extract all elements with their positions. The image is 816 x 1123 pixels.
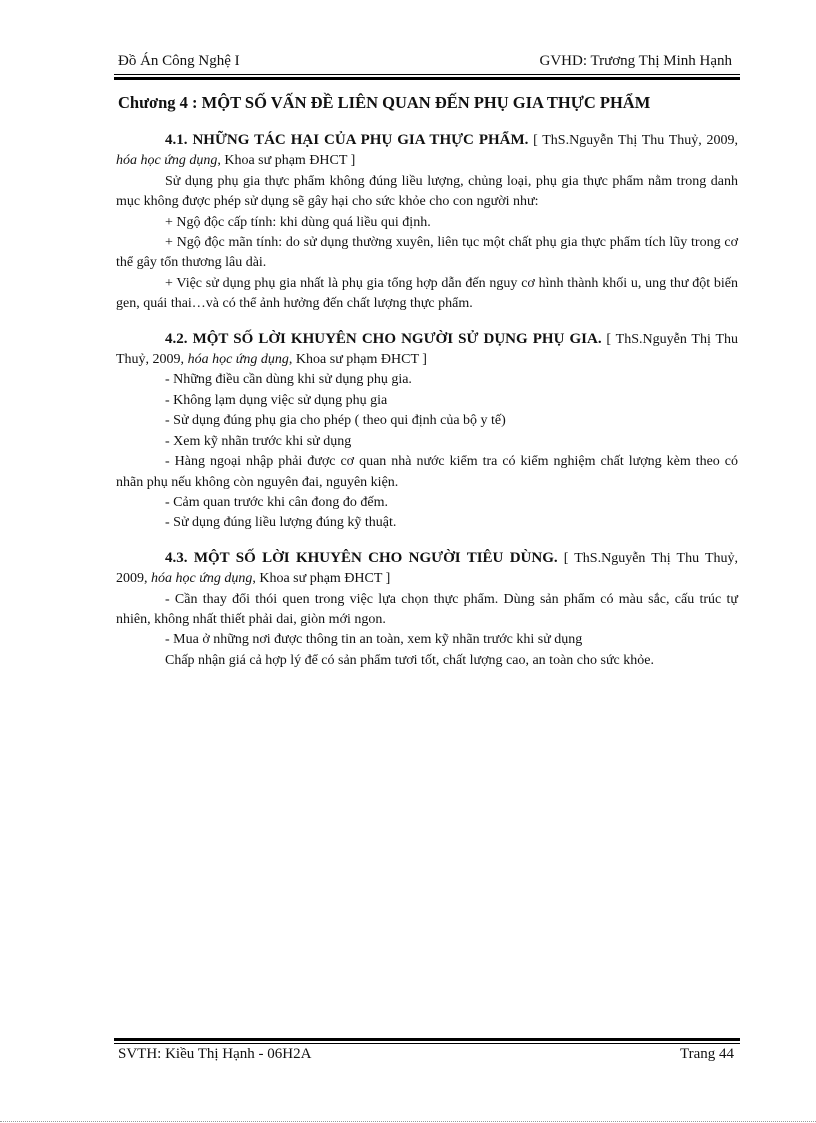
section-title: 4.3. MỘT SỐ LỜI KHUYÊN CHO NGƯỜI TIÊU DÙNG. [165,549,558,566]
header-course-title: Đồ Án Công Nghệ I [118,53,240,69]
citation: [ ThS.Nguyễn Thị Thu Thuỷ, 2009, [116,331,738,368]
citation: [ ThS.Nguyễn Thị Thu Thuỷ, 2009, [116,550,738,587]
citation-end: , Khoa sư phạm ĐHCT ] [217,153,356,169]
section-heading [116,548,738,590]
list-item: - Hàng ngoại nhập phải được cơ quan nhà nước kiểm tra có kiểm nghiệm chất lượng kèm theo có nhãn phụ nếu không còn nguyên đai, nguyên kiện. [116,454,738,490]
paragraph: + Việc sử dụng phụ gia nhất là phụ gia tổng hợp dẫn đến nguy cơ hình thành khối u, ung thư đột biến gen, quái thai…và có thể ảnh hưởng đến chất lượng thực phẩm. [116,275,738,312]
list-item: - Không lạm dụng việc sử dụng phụ gia [165,392,388,408]
list-item: - Sử dụng đúng liều lượng đúng kỹ thuật. [165,515,397,531]
section-4-2 [116,329,738,534]
section-4-1 [116,130,738,315]
paragraph: + Ngộ độc mãn tính: do sử dụng thường xuyên, liên tục một chất phụ gia thực phẩm tích lũy trong cơ thể gây tổn thương lâu dài. [116,235,738,271]
list-item: - Mua ở những nơi được thông tin an toàn, xem kỹ nhãn trước khi sử dụng [165,632,583,648]
page-number: Trang 44 [679,1046,734,1062]
citation-end: , Khoa sư phạm ĐHCT ] [252,571,391,587]
section-title: 4.1. NHỮNG TÁC HẠI CỦA PHỤ GIA THỰC PHẨM. [165,132,529,148]
citation: [ ThS.Nguyễn Thị Thu Thuỷ, 2009, [528,133,738,148]
header-rule [114,74,740,80]
section-4-3 [116,548,738,671]
paragraph: + Ngộ độc cấp tính: khi dùng quá liều qui định. [165,214,431,230]
page-edge-divider [0,1121,816,1122]
paragraph: Sử dụng phụ gia thực phẩm không đúng liều lượng, chủng loại, phụ gia thực phẩm nằm trong danh mục không được phép sử dụng sẽ gây hại cho sức khỏe cho con người như: [116,173,738,210]
citation-italic: hóa học ứng dụng [187,352,289,368]
list-item: - Cảm quan trước khi cân đong đo đếm. [165,494,388,510]
list-item: - Những điều cần dùng khi sử dụng phụ gia. [165,372,412,388]
section-title: 4.2. MỘT SỐ LỜI KHUYÊN CHO NGƯỜI SỬ DỤNG PHỤ GIA. [165,330,602,347]
page-header [114,51,740,73]
footer-rule [114,1038,740,1044]
document-body [116,90,738,685]
section-heading [116,130,738,172]
paragraph: Chấp nhận giá cả hợp lý để có sản phẩm tươi tốt, chất lượng cao, an toàn cho sức khỏe. [165,652,654,668]
list-item: - Cần thay đổi thói quen trong việc lựa chọn thực phẩm. Dùng sản phẩm có màu sắc, cấu trúc tự nhiên, không nhất thiết phải dai, giòn mới ngon. [116,591,738,627]
header-instructor: GVHD: Trương Thị Minh Hạnh [539,53,732,69]
section-heading [116,329,738,371]
page-footer [114,1045,740,1067]
citation-italic: hóa học ứng dụng [151,571,253,587]
footer-student: SVTH: Kiều Thị Hạnh - 06H2A [118,1046,312,1062]
list-item: - Sử dụng đúng phụ gia cho phép ( theo qui định của bộ y tế) [165,413,506,429]
citation-end: , Khoa sư phạm ĐHCT ] [288,352,427,368]
chapter-title: Chương 4 : MỘT SỐ VẤN ĐỀ LIÊN QUAN ĐẾN PHỤ GIA THỰC PHẨM [118,93,651,112]
list-item: - Xem kỹ nhãn trước khi sử dụng [165,433,352,449]
citation-italic: hóa học ứng dụng [116,153,218,169]
